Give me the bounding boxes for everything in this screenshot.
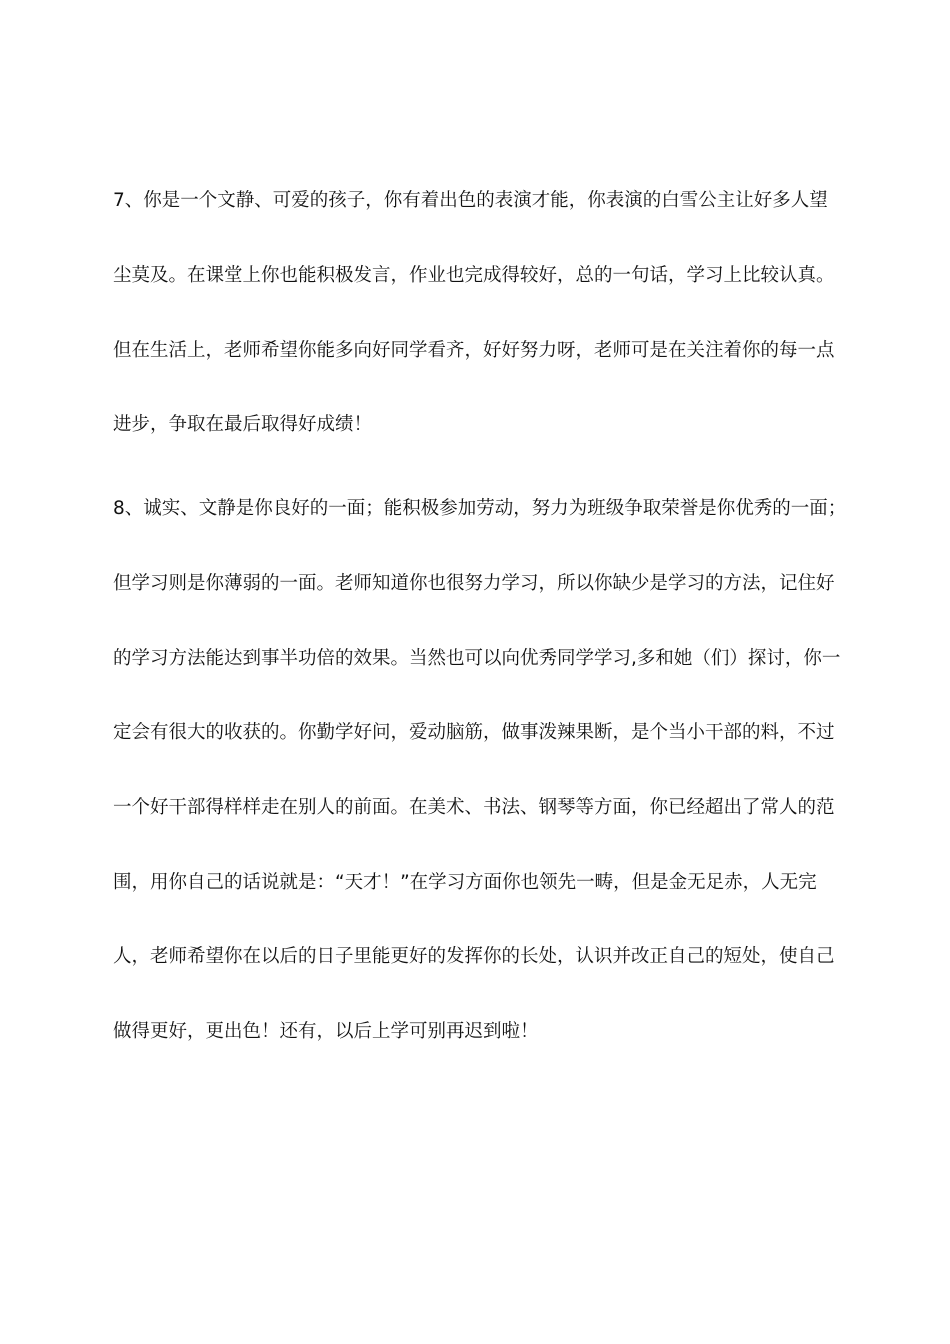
text-line: 但在生活上，老师希望你能多向好同学看齐，好好努力呀，老师可是在关注着你的每一点 (113, 340, 835, 361)
text-line: 8、诚实、文静是你良好的一面；能积极参加劳动，努力为班级争取荣誉是你优秀的一面； (113, 498, 847, 519)
text-line: 进步，争取在最后取得好成绩！ (113, 414, 373, 435)
text-line: 的学习方法能达到事半功倍的效果。当然也可以向优秀同学学习,多和她（们）探讨，你一 (113, 648, 841, 669)
text-line: 人，老师希望你在以后的日子里能更好的发挥你的长处，认识并改正自己的短处，使自己 (113, 946, 835, 967)
text-line: 定会有很大的收获的。你勤学好问，爱动脑筋，做事泼辣果断，是个当小干部的料，不过 (113, 722, 835, 743)
text-line: 但学习则是你薄弱的一面。老师知道你也很努力学习，所以你缺少是学习的方法，记住好 (113, 573, 835, 594)
text-line: 做得更好，更出色！还有，以后上学可别再迟到啦！ (113, 1021, 539, 1042)
text-line: 一个好干部得样样走在别人的前面。在美术、书法、钢琴等方面，你已经超出了常人的范 (113, 797, 835, 818)
text-line: 7、你是一个文静、可爱的孩子，你有着出色的表演才能，你表演的白雪公主让好多人望 (113, 190, 828, 211)
text-line: 围，用你自己的话说就是：“天才！”在学习方面你也领先一畴，但是金无足赤，人无完 (113, 872, 817, 893)
text-line: 尘莫及。在课堂上你也能积极发言，作业也完成得较好，总的一句话，学习上比较认真。 (113, 265, 835, 286)
